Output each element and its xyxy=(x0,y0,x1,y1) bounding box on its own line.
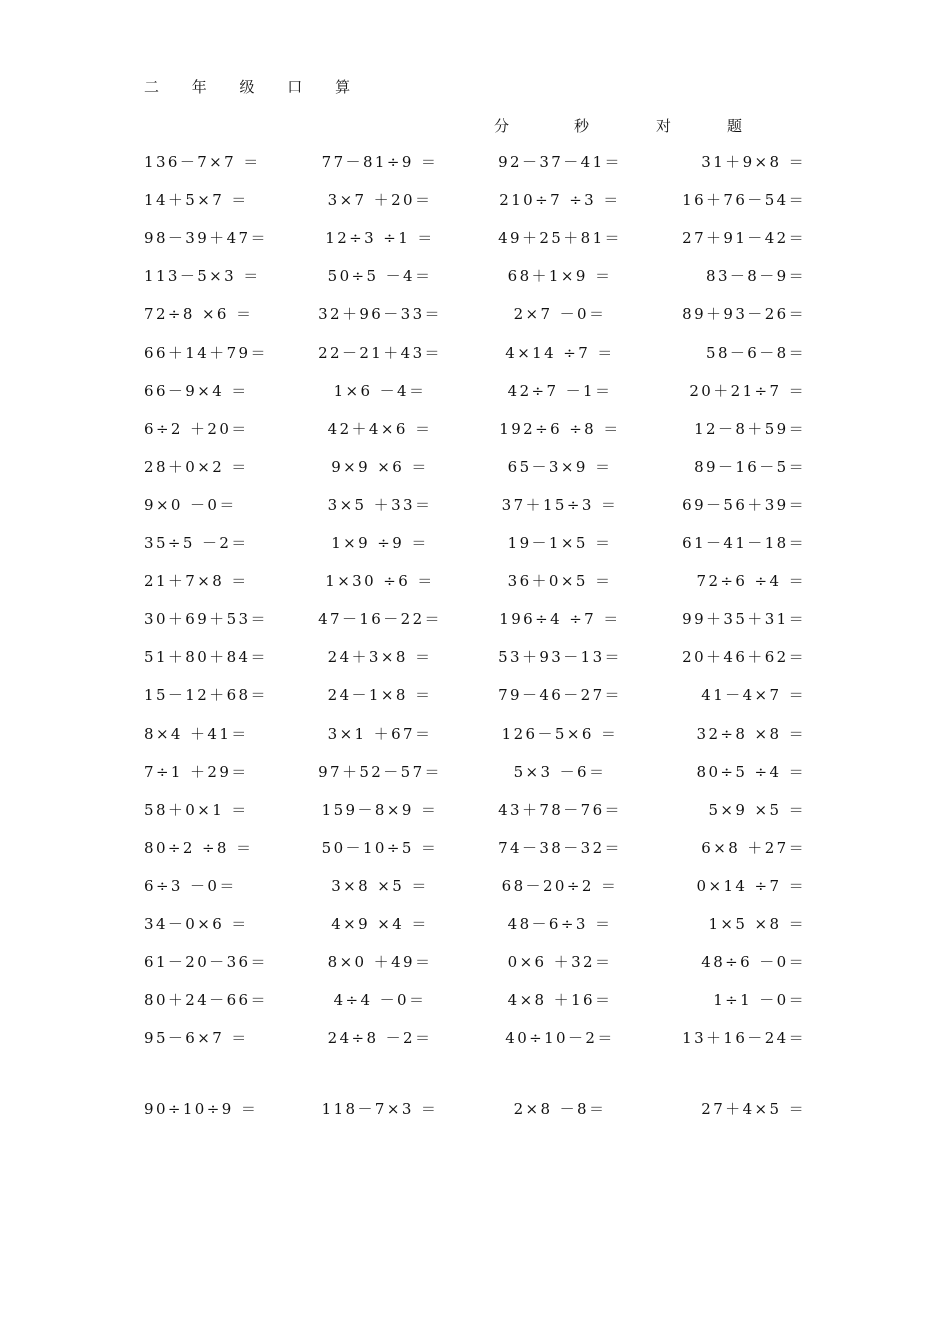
problem-cell: 3×8 ×5 ＝ xyxy=(331,876,429,895)
problem-cell: 37＋15÷3 ＝ xyxy=(501,495,619,514)
problem-cell: 19－1×5 ＝ xyxy=(507,534,613,552)
problem-cell: 72÷6 ÷4 ＝ xyxy=(696,572,806,591)
problem-cell: 89－16－5＝ xyxy=(694,457,806,476)
problem-cell: 12－8＋59＝ xyxy=(694,419,806,438)
problem-cell: 42÷7 －1＝ xyxy=(507,381,613,400)
problem-cell: 32＋96－33＝ xyxy=(318,305,442,324)
problem-cell: 22－21＋43＝ xyxy=(318,343,442,362)
problem-row xyxy=(0,569,950,593)
problem-row xyxy=(0,531,950,555)
problem-row xyxy=(0,455,950,479)
problem-cell: 77－81÷9 ＝ xyxy=(321,153,439,171)
problem-cell: 36＋0×5 ＝ xyxy=(507,572,613,591)
problem-cell: 9×0 －0＝ xyxy=(144,495,237,514)
problem-cell: 80÷2 ÷8 ＝ xyxy=(144,838,254,857)
header-minutes-label: 分 xyxy=(494,117,510,135)
problem-cell: 43＋78－76＝ xyxy=(498,800,622,819)
problem-cell: 16＋76－54＝ xyxy=(682,191,806,210)
problem-cell: 51＋80＋84＝ xyxy=(144,648,268,667)
problem-cell: 48÷6 －0＝ xyxy=(701,953,806,972)
problem-cell: 83－8－9＝ xyxy=(706,267,806,286)
problem-cell: 24＋3×8 ＝ xyxy=(327,648,433,667)
problem-row xyxy=(0,988,950,1012)
problem-row xyxy=(0,683,950,707)
problem-cell: 20＋46＋62＝ xyxy=(682,648,806,667)
problem-cell: 72÷8 ×6 ＝ xyxy=(144,305,254,324)
problem-cell: 4×9 ×4 ＝ xyxy=(331,915,429,933)
problem-row xyxy=(0,1026,950,1050)
problem-cell: 30＋69＋53＝ xyxy=(144,610,268,629)
problem-row xyxy=(0,226,950,250)
problem-cell: 126－5×6 ＝ xyxy=(501,724,619,743)
problem-row xyxy=(0,950,950,974)
problem-cell: 68－20÷2 ＝ xyxy=(501,876,619,895)
problem-cell: 0×6 ＋32＝ xyxy=(507,953,613,972)
problem-cell: 196÷4 ÷7 ＝ xyxy=(499,610,621,629)
problem-row xyxy=(0,341,950,365)
problem-cell: 2×8 －8＝ xyxy=(513,1100,607,1118)
problem-cell: 50－10÷5 ＝ xyxy=(321,838,439,857)
problem-cell: 89＋93－26＝ xyxy=(682,305,806,324)
problem-cell: 27＋91－42＝ xyxy=(682,229,806,248)
problem-cell: 5×3 －6＝ xyxy=(513,762,607,781)
problem-cell: 6÷3 －0＝ xyxy=(144,876,237,895)
problem-cell: 68＋1×9 ＝ xyxy=(507,267,613,286)
header-seconds-label: 秒 xyxy=(574,117,590,135)
problem-cell: 69－56＋39＝ xyxy=(682,495,806,514)
problem-cell: 6÷2 ＋20＝ xyxy=(144,419,249,438)
problem-cell: 35÷5 －2＝ xyxy=(144,534,249,552)
problem-row xyxy=(0,379,950,403)
problem-row xyxy=(0,645,950,669)
problem-cell: 66－9×4 ＝ xyxy=(144,381,249,400)
problem-cell: 13＋16－24＝ xyxy=(682,1029,806,1048)
problem-row xyxy=(0,188,950,212)
problem-cell: 24÷8 －2＝ xyxy=(327,1029,433,1048)
problem-cell: 61－20－36＝ xyxy=(144,953,268,972)
problem-cell: 3×5 ＋33＝ xyxy=(327,495,433,514)
problem-cell: 1÷1 －0＝ xyxy=(713,991,806,1010)
problem-row xyxy=(0,760,950,784)
problem-cell: 66＋14＋79＝ xyxy=(144,343,268,362)
problem-cell: 41－4×7 ＝ xyxy=(701,686,806,705)
problem-cell: 6×8 ＋27＝ xyxy=(701,838,806,857)
worksheet-title: 二 年 级 口 算 xyxy=(144,78,365,96)
problem-cell: 1×5 ×8 ＝ xyxy=(708,915,806,933)
problem-cell: 98－39＋47＝ xyxy=(144,229,268,248)
problem-cell: 7÷1 ＋29＝ xyxy=(144,762,249,781)
problem-cell: 47－16－22＝ xyxy=(318,610,442,629)
problem-cell: 9×9 ×6 ＝ xyxy=(331,457,429,476)
problem-cell: 1×30 ÷6 ＝ xyxy=(325,572,435,591)
problem-cell: 95－6×7 ＝ xyxy=(144,1029,249,1048)
problem-row xyxy=(0,302,950,326)
problem-row xyxy=(0,798,950,822)
problem-cell: 97＋52－57＝ xyxy=(318,762,442,781)
problem-cell: 210÷7 ÷3 ＝ xyxy=(499,191,621,210)
problem-cell: 74－38－32＝ xyxy=(498,838,622,857)
problem-row xyxy=(0,836,950,860)
header-correct-label: 对 xyxy=(656,117,672,135)
problem-cell: 0×14 ÷7 ＝ xyxy=(696,876,806,895)
problem-cell: 159－8×9 ＝ xyxy=(321,800,439,819)
problem-cell: 32÷8 ×8 ＝ xyxy=(696,724,806,743)
problem-row xyxy=(0,417,950,441)
problem-cell: 24－1×8 ＝ xyxy=(327,686,433,705)
problem-cell: 58＋0×1 ＝ xyxy=(144,800,249,819)
problem-row xyxy=(0,150,950,174)
problem-row xyxy=(0,607,950,631)
problem-cell: 49＋25＋81＝ xyxy=(498,229,622,248)
problem-cell: 8×4 ＋41＝ xyxy=(144,724,249,743)
problem-cell: 136－7×7 ＝ xyxy=(144,153,261,171)
problem-cell: 20＋21÷7 ＝ xyxy=(689,381,806,400)
problem-cell: 113－5×3 ＝ xyxy=(144,267,261,286)
problem-cell: 31＋9×8 ＝ xyxy=(701,153,806,171)
problem-cell: 4×14 ÷7 ＝ xyxy=(505,343,615,362)
problem-cell: 90÷10÷9 ＝ xyxy=(144,1100,259,1118)
problem-cell: 14＋5×7 ＝ xyxy=(144,191,249,210)
problem-row xyxy=(0,912,950,936)
problem-row xyxy=(0,874,950,898)
problem-cell: 3×7 ＋20＝ xyxy=(327,191,433,210)
problem-cell: 92－37－41＝ xyxy=(498,153,622,171)
problem-cell: 65－3×9 ＝ xyxy=(507,457,613,476)
problem-cell: 12÷3 ÷1 ＝ xyxy=(325,229,435,248)
problem-row xyxy=(0,493,950,517)
problem-cell: 118－7×3 ＝ xyxy=(321,1100,439,1118)
problem-cell: 34－0×6 ＝ xyxy=(144,915,249,933)
problem-cell: 53＋93－13＝ xyxy=(498,648,622,667)
problem-cell: 2×7 －0＝ xyxy=(513,305,607,324)
problem-cell: 27＋4×5 ＝ xyxy=(701,1100,806,1118)
problem-cell: 50÷5 －4＝ xyxy=(327,267,433,286)
problem-cell: 1×6 －4＝ xyxy=(333,381,427,400)
problem-cell: 15－12＋68＝ xyxy=(144,686,268,705)
problem-cell: 48－6÷3 ＝ xyxy=(507,915,613,933)
problem-cell: 80＋24－66＝ xyxy=(144,991,268,1010)
problem-cell: 79－46－27＝ xyxy=(498,686,622,705)
header-questions-label: 题 xyxy=(727,117,743,135)
problem-cell: 42＋4×6 ＝ xyxy=(327,419,433,438)
problem-cell: 58－6－8＝ xyxy=(706,343,806,362)
problem-row xyxy=(0,722,950,746)
problem-row xyxy=(0,264,950,288)
problem-cell: 99＋35＋31＝ xyxy=(682,610,806,629)
problem-row xyxy=(0,1097,950,1121)
problem-cell: 40÷10－2＝ xyxy=(505,1029,615,1048)
problem-cell: 1×9 ÷9 ＝ xyxy=(331,534,429,552)
problem-cell: 4×8 ＋16＝ xyxy=(507,991,613,1010)
problem-cell: 8×0 ＋49＝ xyxy=(327,953,433,972)
problem-cell: 4÷4 －0＝ xyxy=(333,991,427,1010)
problem-cell: 21＋7×8 ＝ xyxy=(144,572,249,591)
problem-cell: 80÷5 ÷4 ＝ xyxy=(696,762,806,781)
problem-cell: 28＋0×2 ＝ xyxy=(144,457,249,476)
problem-cell: 192÷6 ÷8 ＝ xyxy=(499,419,621,438)
problem-cell: 61－41－18＝ xyxy=(682,534,806,552)
problem-cell: 3×1 ＋67＝ xyxy=(327,724,433,743)
problem-cell: 5×9 ×5 ＝ xyxy=(708,800,806,819)
